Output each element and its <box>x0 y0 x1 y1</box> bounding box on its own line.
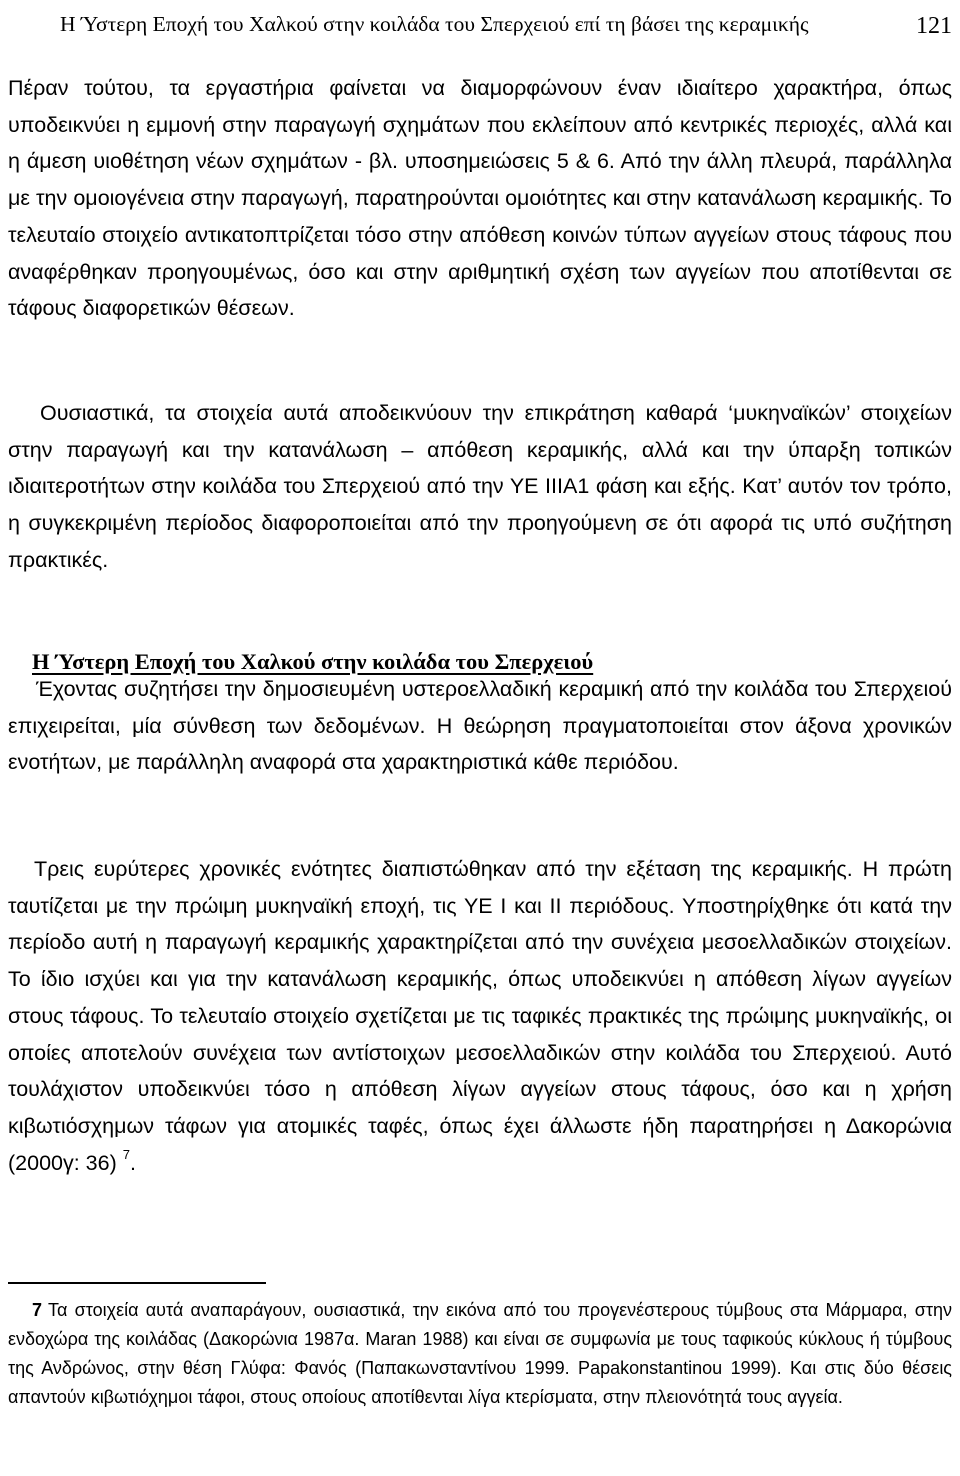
paragraph-4 <box>8 851 952 1181</box>
footnote-text: Τα στοιχεία αυτά αναπαράγουν, ουσιαστικά, την εικόνα από του προγενέστερους τύμβους στα Μάρμαρα, στην ενδοχώρα της κοιλάδας (Δακορώνια 1987α. Maran 1988) και είναι σε συμφωνία με τους ταφικούς κύκλους ή τύμβους της Ανδρώνος, στην θέση Γλύφα: Φανός (Παπακωνσταντίνου 1999. Papakonstantinou 1999). Και στις δύο θέσεις απαντούν κιβωτιόχημοι τάφοι, στους οποίους αποτίθενται λίγα κτερίσματα, στην πλειονότητά τους αγγεία. <box>8 1300 952 1407</box>
running-title: Η Ύστερη Εποχή του Χαλκού στην κοιλάδα του Σπερχειού επί τη βάσει της κεραμικής <box>60 12 809 36</box>
paragraph-3: Έχοντας συζητήσει την δημοσιευμένη υστεροελλαδική κεραμική από την κοιλάδα του Σπερχειού επιχειρείται, μία σύνθεση των δεδομένων. Η θεώρηση πραγματοποιείται στον άξονα χρονικών ενοτήτων, με παράλληλη αναφορά στα χαρακτηριστικά κάθε περιόδου. <box>8 677 952 775</box>
footnote <box>8 1296 952 1412</box>
paragraph-2: Ουσιαστικά, τα στοιχεία αυτά αποδεικνύουν την επικράτηση καθαρά ‘μυκηναϊκών’ στοιχείων στην παραγωγή και την κατανάλωση – απόθεση κεραμικής, αλλά και την ύπαρξη τοπικών ιδιαιτεροτήτων στην κοιλάδα του Σπερχειού από την ΥΕ ΙΙΙΑ1 φάση και εξής. Κατ’ αυτόν τον τρόπο, η συγκεκριμένη περίοδος διαφοροποιείται από την προηγούμενη σε ότι αφορά τις υπό συζήτηση πρακτικές. <box>8 401 952 572</box>
paragraph-1: Πέραν τούτου, τα εργαστήρια φαίνεται να διαμορφώνουν έναν ιδιαίτερο χαρακτήρα, όπως υποδεικνύει η εμμονή στην παραγωγή σχημάτων που εκλείπουν από κεντρικές περιοχές, αλλά και η άμεση υιοθέτηση νέων σχημάτων - βλ. υποσημειώσεις 5 & 6. Από την άλλη πλευρά, παράλληλα με την ομοιογένεια στην παραγωγή, παρατηρούνται ομοιότητες και στην κατανάλωση κεραμικής. Το τελευταίο στοιχείο αντικατοπτρίζεται τόσο στην απόθεση κοινών τύπων αγγείων στους τάφους που αναφέρθηκαν προηγουμένως, όσο και στην αριθμητική σχέση των αγγείων που αποτίθενται σε τάφους διαφορετικών θέσεων. <box>8 76 952 321</box>
paragraph-4-end: . <box>129 1150 136 1175</box>
running-header <box>60 4 952 44</box>
page-number: 121 <box>916 13 952 39</box>
footnote-separator <box>8 1282 266 1284</box>
paragraph-4-text: Τρεις ευρύτερες χρονικές ενότητες διαπιστώθηκαν από την εξέταση της κεραμικής. Η πρώτη ταυτίζεται με την πρώιμη μυκηναϊκή εποχή, τις ΥΕ Ι και ΙΙ περιόδους. Υποστηρίχθηκε ότι κατά την περίοδο αυτή η παραγωγή κεραμικής χαρακτηρίζεται από την συνέχεια μεσοελλαδικών στοιχείων. Το ίδιο ισχύει και για την κατανάλωση κεραμικής, όπως υποδεικνύει η απόθεση λίγων αγγείων στους τάφους. Το τελευταίο στοιχείο σχετίζεται με τις ταφικές πρακτικές της πρώιμης μυκηναϊκής, οι οποίες αποτελούν συνέχεια των αντίστοιχων μεσοελλαδικών στην κοιλάδα του Σπερχειού. Αυτό τουλάχιστον υποδεικνύει τόσο η απόθεση λίγων αγγείων στους τάφους, όσο και η χρήση κιβωτιόσχημων τάφων για ατομικές ταφές, όπως έχει άλλωστε ήδη παρατηρήσει η Δακορώνια (2000γ: 36) <box>8 857 952 1175</box>
section-heading: Η Ύστερη Εποχή του Χαλκού στην κοιλάδα του Σπερχειού <box>32 649 594 674</box>
footnote-reference[interactable]: 7 <box>122 1147 130 1163</box>
footnote-number: 7 <box>32 1300 43 1320</box>
